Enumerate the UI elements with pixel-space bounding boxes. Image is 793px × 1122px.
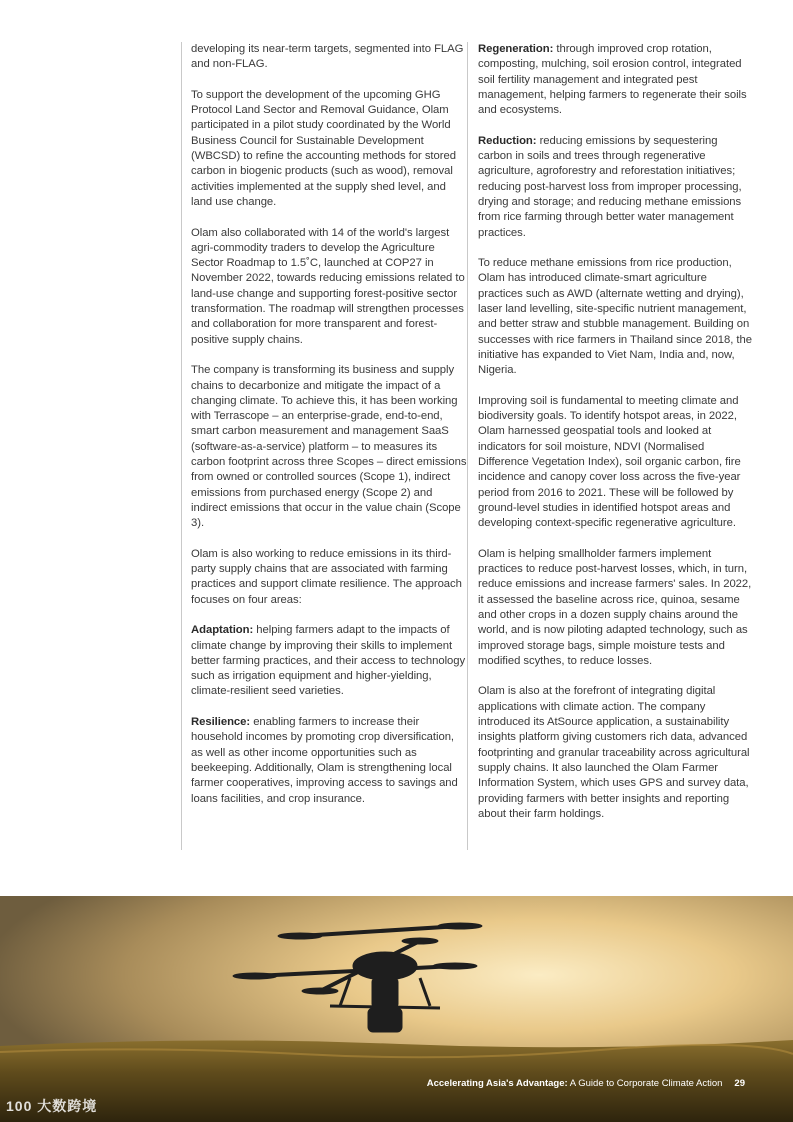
- paragraph: Improving soil is fundamental to meeting climate and biodiversity goals. To identify hotspot areas, in 2022, Olam harnessed geospatial tools and looked at indicators for soil moisture, NDVI (Normalised Difference Vegetation Index), soil organic carbon, fire incidence and canopy cover loss across the five-year period from 2016 to 2021. These will be followed by ground-level studies in identified hotspot areas and developing context-specific regenerative agriculture.: [478, 394, 741, 530]
- paragraph: Olam is also working to reduce emissions in its third-party supply chains that are associated with farming practices and support climate resilience. The approach focuses on four areas:: [191, 547, 462, 606]
- paragraph: Olam also collaborated with 14 of the world's largest agri-commodity traders to develop the Agriculture Sector Roadmap to 1.5˚C, launched at COP27 in November 2022, towards reducing emissions related to land-use change and supporting forest-positive sector transformation. The roadmap will strengthen processes and collaboration for more transparent and forest-positive supply chains.: [191, 226, 465, 346]
- adaptation-label: Adaptation:: [191, 624, 254, 637]
- regeneration-paragraph: [478, 42, 754, 118]
- reduction-label: Reduction:: [478, 134, 537, 147]
- paragraph: To reduce methane emissions from rice production, Olam has introduced climate-smart agriculture practices such as AWD (alternate wetting and drying), laser land levelling, site-specific nutrient management, and better straw and stubble management. Building on successes with rice farmers in Thailand since 2018, the initiative has expanded to Viet Nam, India and, now, Nigeria.: [478, 257, 752, 377]
- watermark-logo: 100 大数跨境: [6, 1098, 98, 1114]
- reduction-text: reducing emissions by sequestering carbon in soils and trees through regenerative agriculture, agroforestry and reforestation initiatives; reducing post-harvest loss from improper processing, drying and storage; and reducing methane emissions from rice farming through better water management practices.: [478, 134, 742, 239]
- page-footer: [427, 1078, 745, 1089]
- regeneration-text: through improved crop rotation, composting, mulching, soil erosion control, integrated soil fertility management and integrated pest management, helping farmers to regenerate their soils and ecosystems.: [478, 43, 747, 117]
- page-number: 29: [734, 1078, 745, 1089]
- adaptation-paragraph: [191, 623, 467, 699]
- footer-title-rest: A Guide to Corporate Climate Action: [567, 1078, 723, 1089]
- paragraph: developing its near-term targets, segmented into FLAG and non-FLAG.: [191, 43, 464, 71]
- reduction-paragraph: [478, 134, 754, 241]
- regeneration-label: Regeneration:: [478, 43, 554, 55]
- adaptation-text: helping farmers adapt to the impacts of climate change by improving their skills to implement better farming practices, and their access to technology such as irrigation equipment and higher-yielding, climate-resilient seed varieties.: [191, 624, 466, 698]
- right-text-column: [467, 42, 754, 850]
- resilience-paragraph: [191, 715, 467, 807]
- paragraph: Olam is also at the forefront of integrating digital applications with climate action. The company introduced its AtSource application, a sustainability insights platform giving customers rich data, advanced footprinting and granular traceability across agricultural supply chains. It also launched the Olam Farmer Information System, which uses GPS and survey data, providing farmers with better insights and reporting about their farm holdings.: [478, 685, 750, 820]
- footer-title-bold: Accelerating Asia's Advantage:: [426, 1078, 568, 1089]
- resilience-label: Resilience:: [191, 716, 251, 729]
- paragraph: Olam is helping smallholder farmers implement practices to reduce post-harvest losses, which, in turn, reduce emissions and increase farmers' sales. In 2022, it assessed the baseline across rice, quinoa, sesame and other crops in a dozen supply chains around the world, and is now piloting adapted technology, such as improved storage bags, simple moisture tests and modified scythes, to reduce losses.: [478, 547, 752, 667]
- paragraph: The company is transforming its business and supply chains to decarbonize and mitigate the impact of a changing climate. To achieve this, it has been working with Terrascope – an enterprise-grade, end-to-end, smart carbon measurement and management SaaS (software-as-a-service) platform – to measures its carbon footprint across three Scopes – direct emissions from owned or controlled sources (Scope 1), indirect emissions from purchased energy (Scope 2) and indirect emissions that occur in the value chain (Scope 3).: [191, 364, 467, 530]
- resilience-text: enabling farmers to increase their household incomes by promoting crop diversification, as well as other income opportunities such as beekeeping. Additionally, Olam is strengthening local farmer cooperatives, improving access to savings and loans facilities, and crop insurance.: [191, 716, 458, 805]
- paragraph: To support the development of the upcoming GHG Protocol Land Sector and Removal Guidance, Olam participated in a pilot study coordinated by the World Business Council for Sustainable Development (WBCSD) to refine the accounting methods for stored carbon in biogenic products (such as wood), removal activities implemented at the supply shed level, and land use change.: [191, 88, 456, 208]
- left-text-column: [181, 42, 467, 850]
